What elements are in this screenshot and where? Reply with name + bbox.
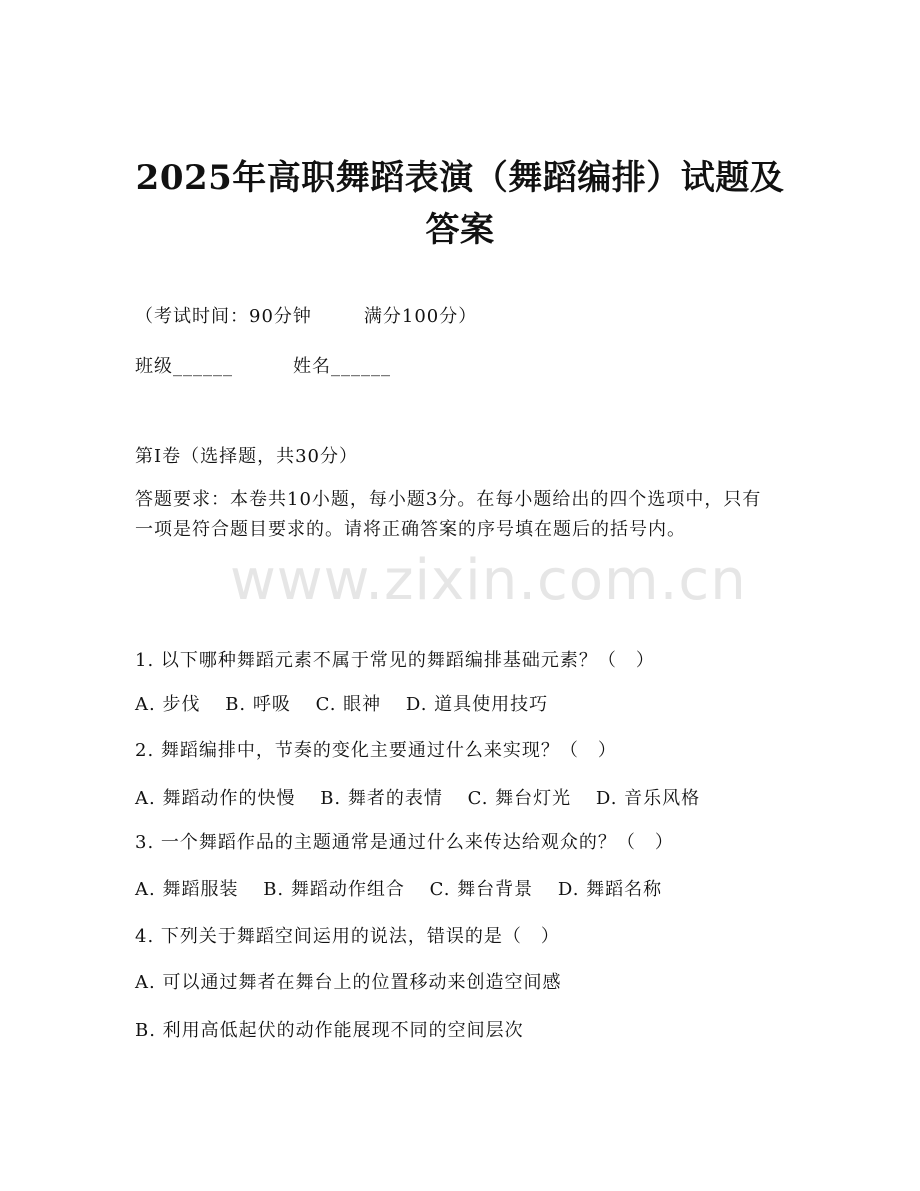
question-3-stem: 3. 一个舞蹈作品的主题通常是通过什么来传达给观众的？（ ） <box>135 832 674 853</box>
exam-info <box>135 302 477 328</box>
option-a: A. 步伐 <box>135 694 201 715</box>
option-c: C. 眼神 <box>315 694 382 715</box>
option-c: C. 舞台背景 <box>429 879 534 900</box>
option-b: B. 舞者的表情 <box>320 788 443 809</box>
option-d: D. 道具使用技巧 <box>405 694 549 715</box>
section-instructions: 答题要求：本卷共10小题，每小题3分。在每小题给出的四个选项中，只有一项是符合题目要求的。请将正确答案的序号填在题后的括号内。 <box>135 489 762 540</box>
question-1-stem: 1. 以下哪种舞蹈元素不属于常见的舞蹈编排基础元素？（ ） <box>135 650 655 671</box>
option-d: D. 舞蹈名称 <box>557 879 663 900</box>
question-2-options <box>135 784 718 810</box>
name-field: 姓名______ <box>293 356 391 377</box>
watermark: www.zixin.com.cn <box>230 548 747 613</box>
option-c: C. 舞台灯光 <box>467 788 572 809</box>
question-2-stem: 2. 舞蹈编排中，节奏的变化主要通过什么来实现？（ ） <box>135 740 617 761</box>
option-b: B. 呼吸 <box>225 694 291 715</box>
question-4-option-b: B. 利用高低起伏的动作能展现不同的空间层次 <box>135 1020 524 1041</box>
section-heading: 第I卷（选择题，共30分） <box>135 446 359 467</box>
question-3-options <box>135 875 680 901</box>
question-1-options <box>135 690 566 716</box>
exam-time: （考试时间：90分钟 <box>135 306 312 327</box>
option-b: B. 舞蹈动作组合 <box>263 879 405 900</box>
option-a: A. 舞蹈服装 <box>135 879 239 900</box>
class-field: 班级______ <box>135 356 233 377</box>
question-4-option-a: A. 可以通过舞者在舞台上的位置移动来创造空间感 <box>135 972 562 993</box>
document-title: 2025年高职舞蹈表演（舞蹈编排）试题及答案 <box>135 158 785 250</box>
option-d: D. 音乐风格 <box>595 788 701 809</box>
exam-score: 满分100分） <box>363 306 478 327</box>
option-a: A. 舞蹈动作的快慢 <box>135 788 296 809</box>
question-4-stem: 4. 下列关于舞蹈空间运用的说法，错误的是（ ） <box>135 926 560 947</box>
student-fields <box>135 352 391 378</box>
